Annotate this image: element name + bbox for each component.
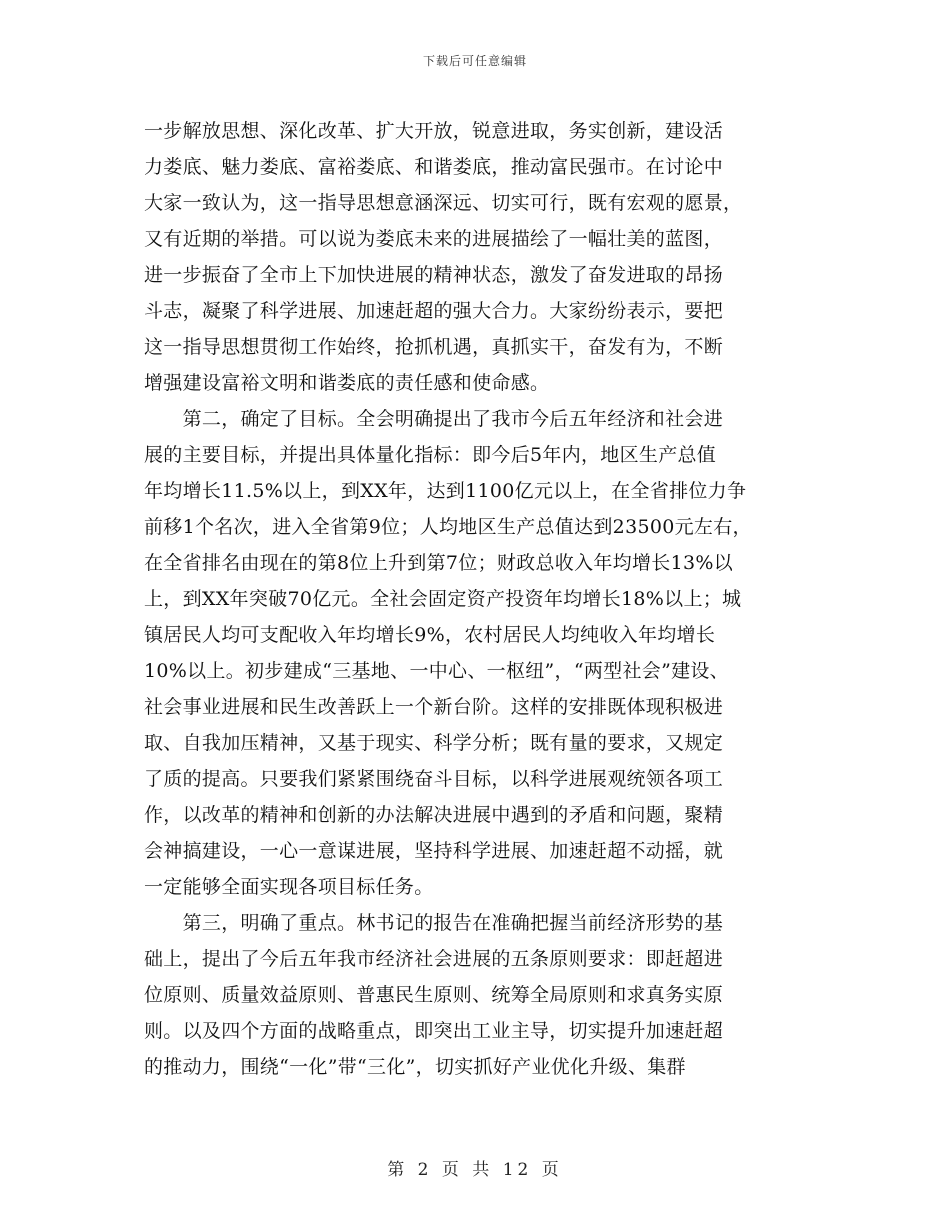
body-line: 展的主要目标，并提出具体量化指标：即今后5年内，地区生产总值 <box>144 444 717 466</box>
body-line: 第二，确定了目标。全会明确提出了我市今后五年经济和社会进 <box>144 408 724 430</box>
page-header: 下载后可任意编辑 <box>422 54 527 68</box>
body-line: 这一指导思想贯彻工作始终，抢抓机遇，真抓实干，奋发有为，不断 <box>144 336 724 358</box>
body-line: 取、自我加压精神，又基于现实、科学分析；既有量的要求，又规定 <box>144 732 724 754</box>
body-line: 会神搞建设，一心一意谋进展，坚持科学进展、加速赶超不动摇，就 <box>144 840 724 862</box>
body-line: 则。以及四个方面的战略重点，即突出工业主导，切实提升加速赶超 <box>144 1020 724 1042</box>
body-line: 镇居民人均可支配收入年均增长9%，农村居民人均纯收入年均增长 <box>144 624 716 646</box>
body-line: 增强建设富裕文明和谐娄底的责任感和使命感。 <box>144 372 550 394</box>
body-line: 位原则、质量效益原则、普惠民生原则、统筹全局原则和求真务实原 <box>144 984 724 1006</box>
body-line: 前移1个名次，进入全省第9位；人均地区生产总值达到23500元左右， <box>144 516 752 538</box>
body-line: 础上，提出了今后五年我市经济社会进展的五条原则要求：即赶超进 <box>144 948 724 970</box>
body-line: 又有近期的举措。可以说为娄底未来的进展描绘了一幅壮美的蓝图， <box>144 228 724 250</box>
page-number: 第 2 页 共 12 页 <box>387 1160 563 1180</box>
body-line: 上，到XX年突破70亿元。全社会固定资产投资年均增长18%以上；城 <box>144 588 742 610</box>
body-line: 斗志，凝聚了科学进展、加速赶超的强大合力。大家纷纷表示，要把 <box>144 300 724 322</box>
body-line: 一定能够全面实现各项目标任务。 <box>144 876 434 898</box>
body-line: 年均增长11.5%以上，到XX年，达到1100亿元以上，在全省排位力争 <box>144 480 747 502</box>
body-line: 在全省排名由现在的第8位上升到第7位；财政总收入年均增长13%以 <box>144 552 734 574</box>
body-line: 大家一致认为，这一指导思想意涵深远、切实可行，既有宏观的愿景， <box>144 192 743 214</box>
body-line: 社会事业进展和民生改善跃上一个新台阶。这样的安排既体现积极进 <box>144 696 724 718</box>
body-line: 一步解放思想、深化改革、扩大开放，锐意进取，务实创新，建设活 <box>144 120 724 142</box>
body-line: 作，以改革的精神和创新的办法解决进展中遇到的矛盾和问题，聚精 <box>144 804 724 826</box>
body-line: 10%以上。初步建成“三基地、一中心、一枢纽”，“两型社会”建设、 <box>144 660 729 682</box>
document-body <box>144 113 824 1085</box>
body-line: 力娄底、魅力娄底、富裕娄底、和谐娄底，推动富民强市。在讨论中 <box>144 156 724 178</box>
body-line: 进一步振奋了全市上下加快进展的精神状态，激发了奋发进取的昂扬 <box>144 264 724 286</box>
body-line: 的推动力，围绕“一化”带“三化”，切实抓好产业优化升级、集群 <box>144 1056 686 1078</box>
body-line: 第三，明确了重点。林书记的报告在准确把握当前经济形势的基 <box>144 912 724 934</box>
body-line: 了质的提高。只要我们紧紧围绕奋斗目标，以科学进展观统领各项工 <box>144 768 724 790</box>
